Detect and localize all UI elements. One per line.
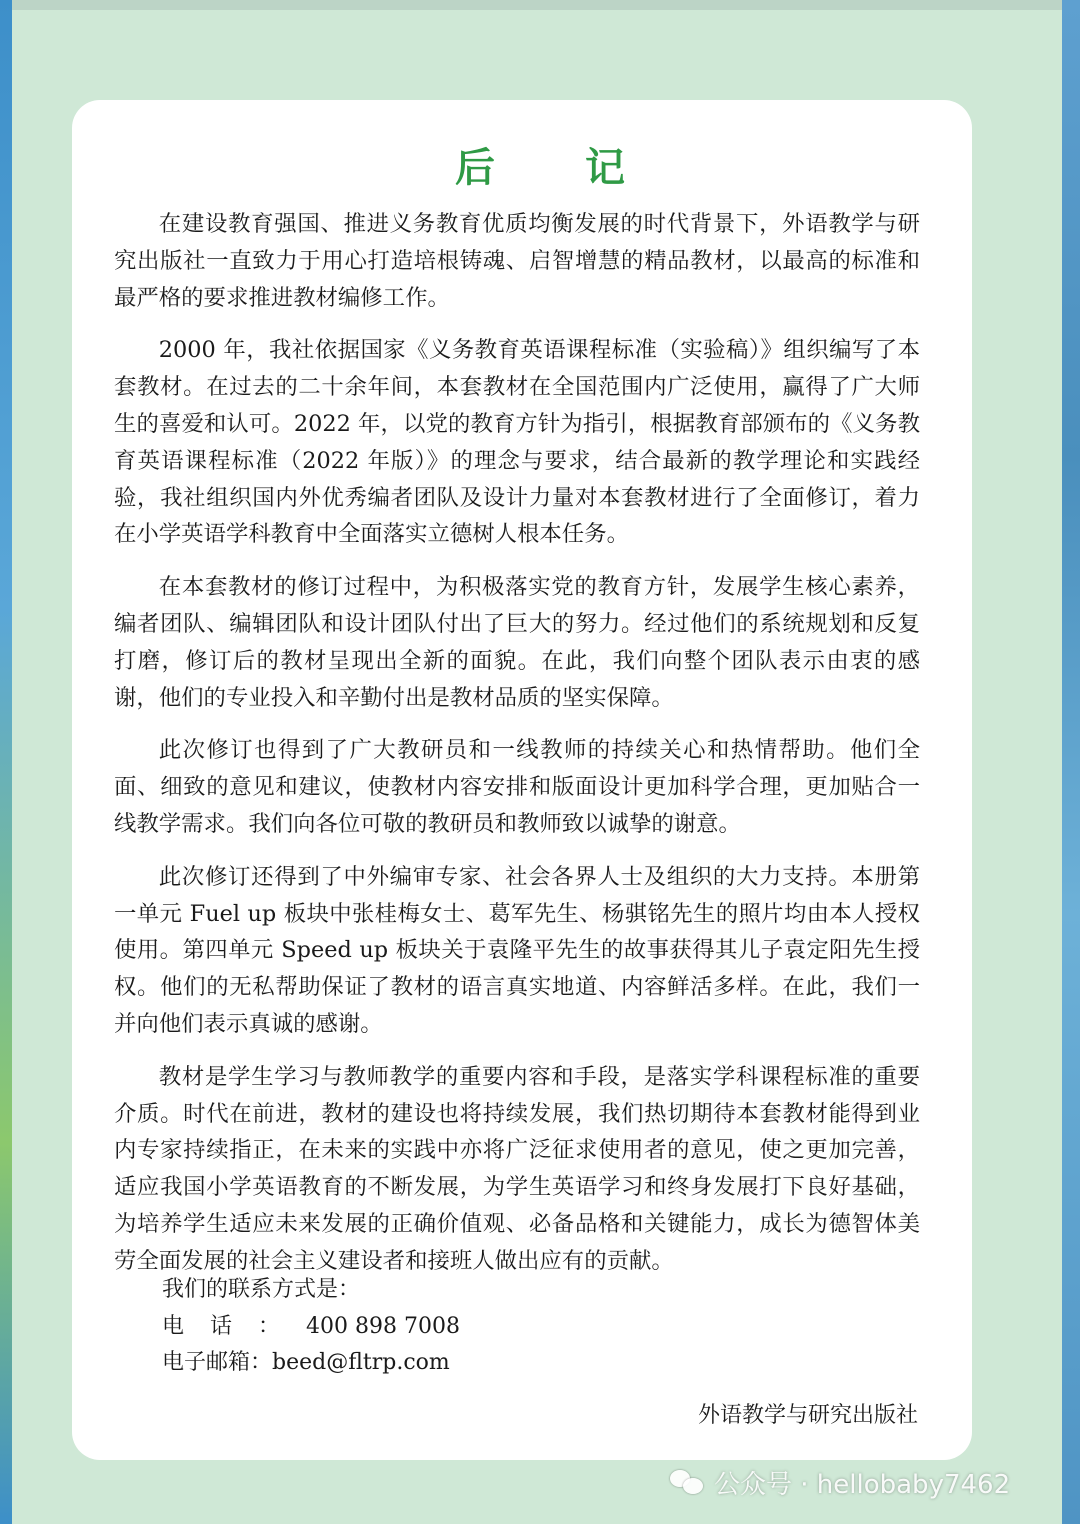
paragraph-2: 2000 年，我社依据国家《义务教育英语课程标准（实验稿）》组织编写了本套教材。在过去的二十余年间，本套教材在全国范围内广泛使用，赢得了广大师生的喜爱和认可。2022 年，以党的教育方针为指引，根据教育部颁布的《义务教育英语课程标准（2022 年版）》的理念与要求，结合最新的教学理论和实践经验，我社组织国内外优秀编者团队及设计力量对本套教材进行了全面修订，着力在小学英语学科教育中全面落实立德树人根本任务。 [114, 337, 920, 548]
paragraph-1: 在建设教育强国、推进义务教育优质均衡发展的时代背景下，外语教学与研究出版社一直致力于用心打造培根铸魂、启智增慧的精品教材，以最高的标准和最严格的要求推进教材编修工作。 [114, 211, 920, 311]
contact-email-row [162, 1345, 460, 1382]
contact-info [162, 1272, 460, 1382]
paragraph-5: 此次修订还得到了中外编审专家、社会各界人士及组织的大力支持。本册第一单元 Fuel up 板块中张桂梅女士、葛军先生、杨骐铭先生的照片均由本人授权使用。第四单元 Speed up 板块关于袁隆平先生的故事获得其儿子袁定阳先生授权。他们的无私帮助保证了教材的语言真实地道、内容鲜活多样。在此，我们一并向他们表示真诚的感谢。 [114, 863, 920, 1037]
email-address: beed@fltrp.com [272, 1350, 450, 1375]
paragraph-3: 在本套教材的修订过程中，为积极落实党的教育方针，发展学生核心素养，编者团队、编辑团队和设计团队付出了巨大的努力。经过他们的系统规划和反复打磨，修订后的教材呈现出全新的面貌。在此，我们向整个团队表示由衷的感谢，他们的专业投入和辛勤付出是教材品质的坚实保障。 [114, 574, 920, 711]
contact-phone-row [162, 1309, 460, 1346]
contact-intro: 我们的联系方式是： [162, 1277, 361, 1302]
publisher-signature: 外语教学与研究出版社 [697, 1403, 918, 1428]
paragraph-4: 此次修订也得到了广大教研员和一线教师的持续关心和热情帮助。他们全面、细致的意见和建议，使教材内容安排和版面设计更加科学合理，更加贴合一线教学需求。我们向各位可敬的教研员和教师致以诚挚的谢意。 [114, 737, 920, 837]
email-label: 电子邮箱： [162, 1350, 273, 1375]
paragraph-6: 教材是学生学习与教师教学的重要内容和手段，是落实学科课程标准的重要介质。时代在前进，教材的建设也将持续发展，我们热切期待本套教材能得到业内专家持续指正，在未来的实践中亦将广泛征求使用者的意见，使之更加完善，适应我国小学英语教育的不断发展，为学生英语学习和终身发展打下良好基础，为培养学生适应未来发展的正确价值观、必备品格和关键能力，成长为德智体美劳全面发展的社会主义建设者和接班人做出应有的贡献。 [114, 1063, 920, 1274]
wechat-icon [670, 1468, 704, 1496]
page-title: 后 记 [455, 145, 663, 191]
page-top-edge [0, 0, 1080, 10]
book-spine-left [0, 0, 12, 1524]
phone-number: 400 898 7008 [306, 1313, 460, 1339]
afterword-body [114, 206, 920, 1296]
watermark [670, 1460, 1010, 1504]
phone-label: 电话： [162, 1313, 307, 1339]
watermark-text: 公众号 · hellobaby7462 [714, 1469, 1011, 1500]
book-edge-right [1062, 0, 1080, 1524]
